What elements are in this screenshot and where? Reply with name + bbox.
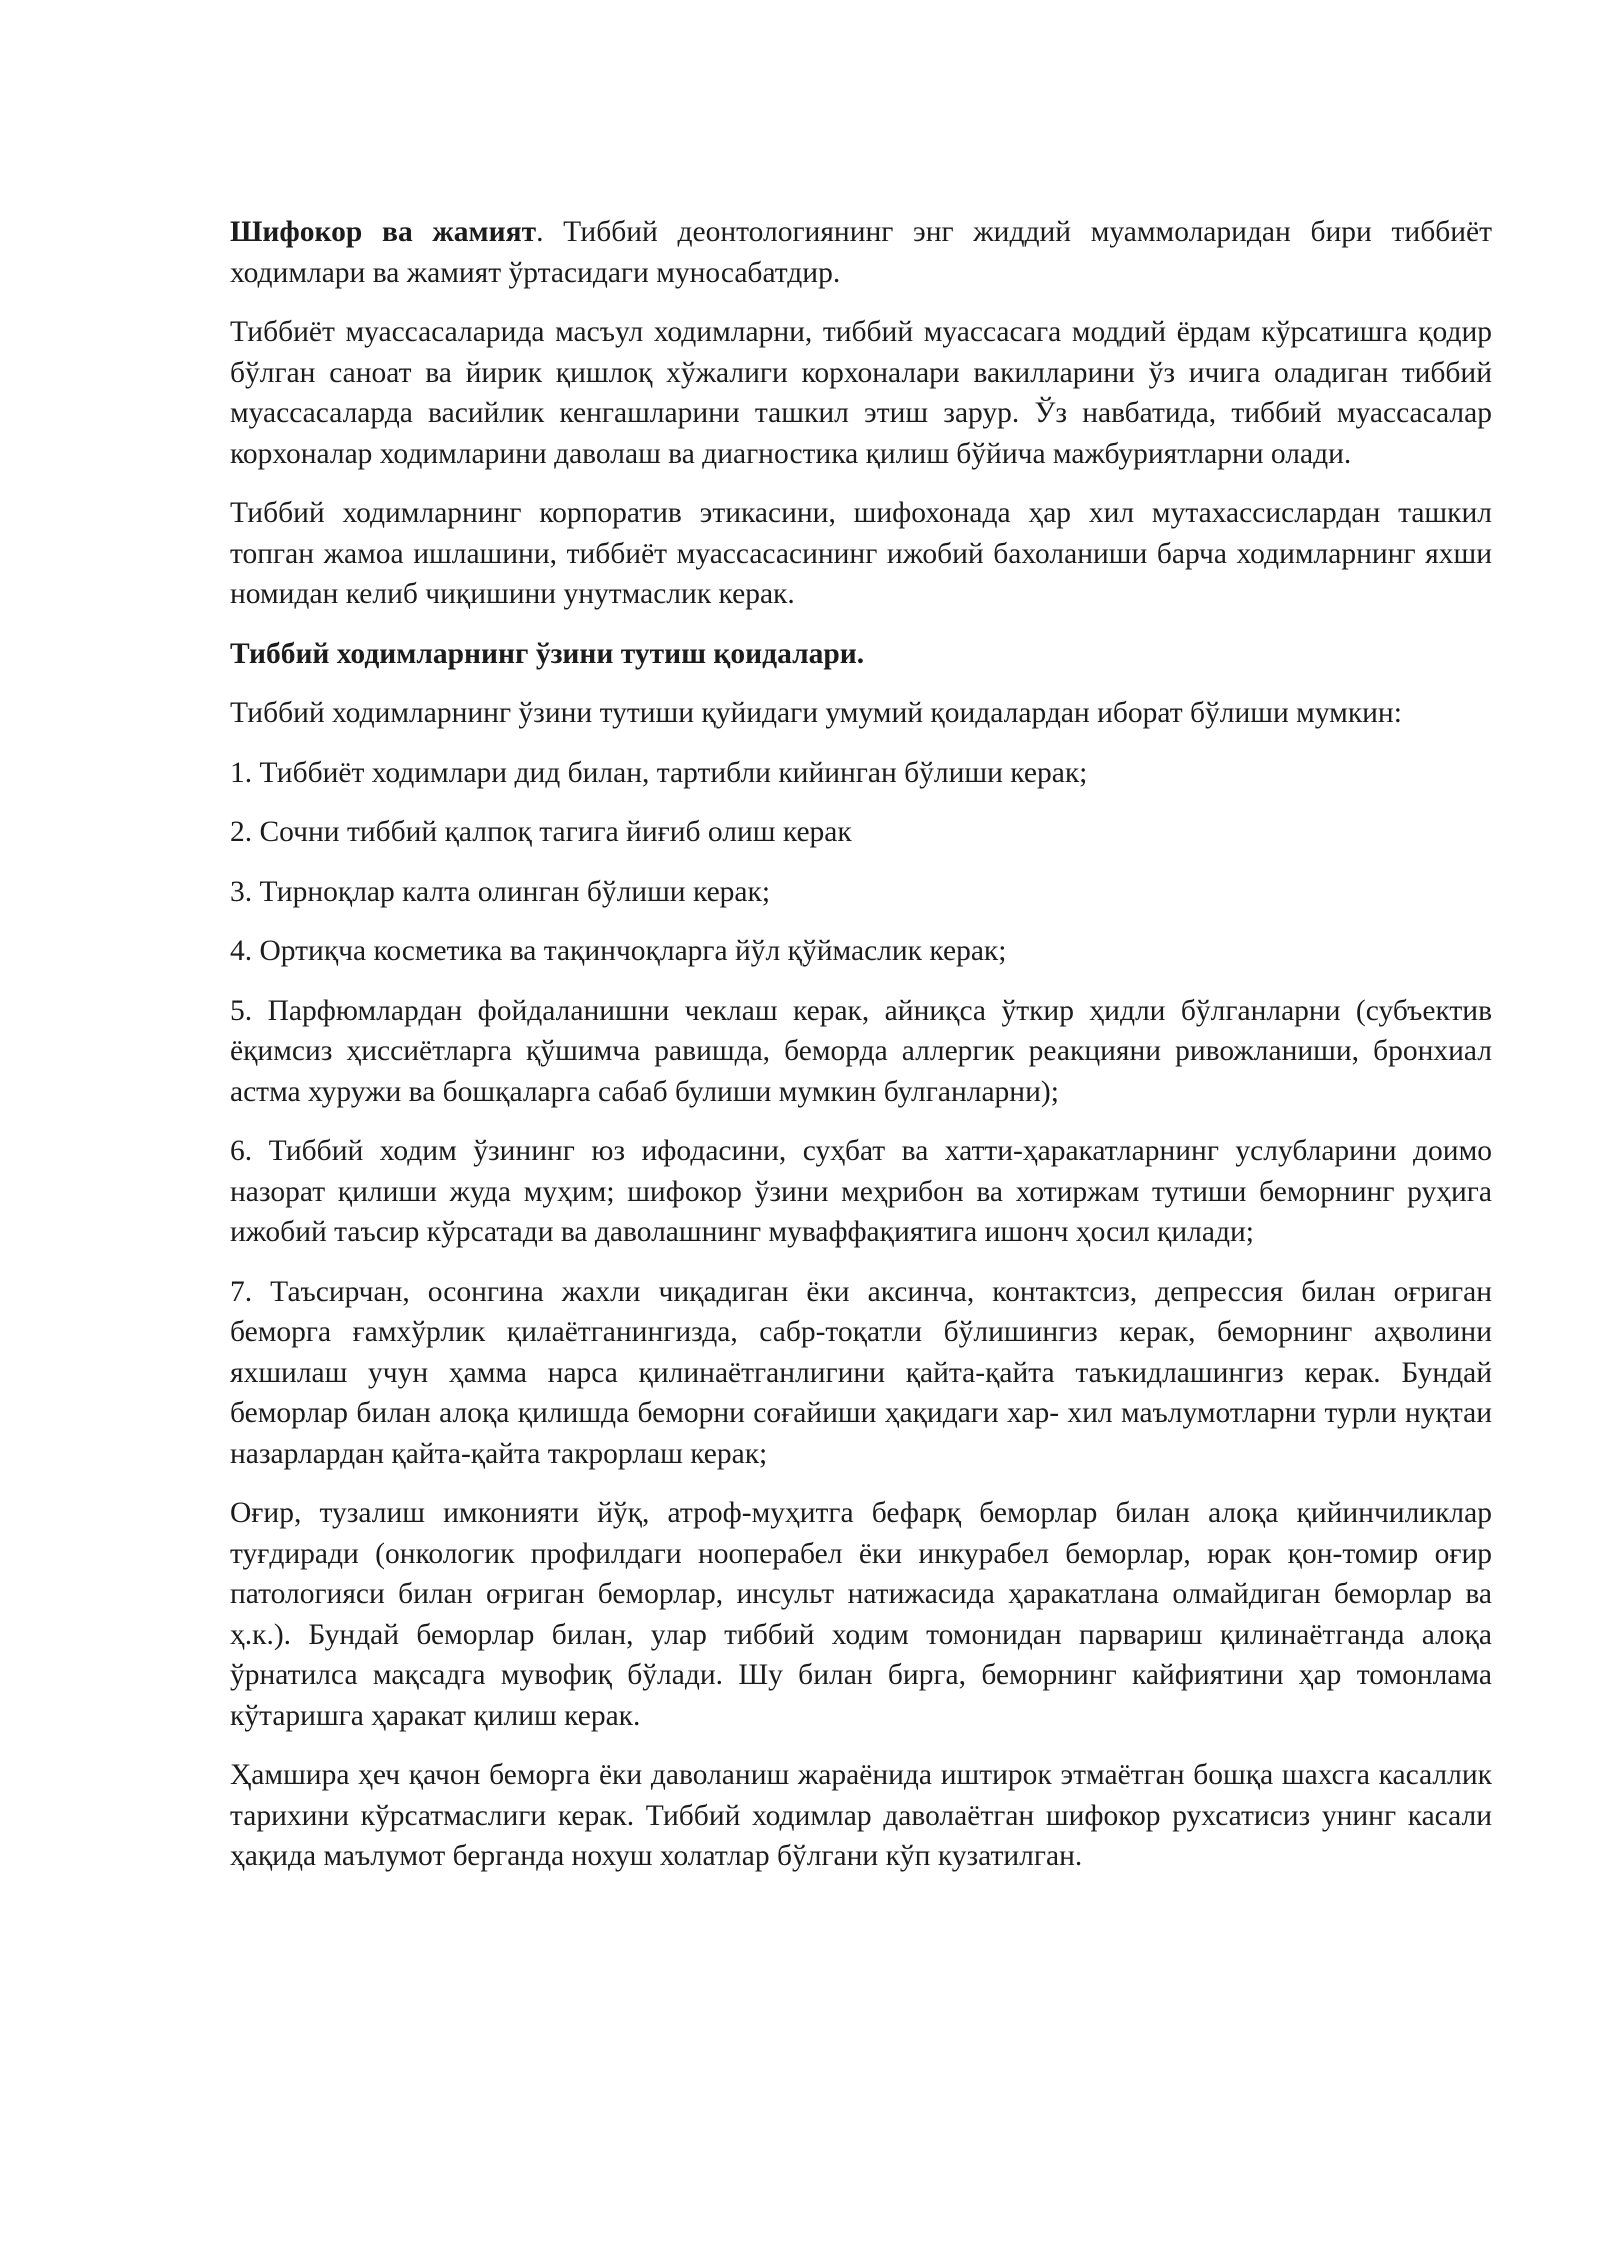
paragraph: Тиббий ходимларнинг корпоратив этикасини, шифохонада ҳар хил мутахассислардан ташкил топган жамоа ишлашини, тиббиёт муассасасининг ижобий бахоланиши барча ходимларнинг яхши номидан келиб чиқишини унутмаслик керак. [230,497,1492,610]
rule-item: 1. Тиббиёт ходимлари дид билан, тартибли кийинган бўлиши керак; [230,756,1088,789]
rules-intro: Тиббий ходимларнинг ўзини тутиши қуйидаги умумий қоидалардан иборат бўлиши мумкин: [230,697,1402,729]
intro-title: Шифокор ва жамият [230,216,537,248]
rule-item: 5. Парфюмлардан фойдаланишни чеклаш керак, айниқса ўткир ҳидли бўлганларни (субъектив ёқимсиз ҳиссиётларга қўшимча равишда, беморда аллергик реакцияни ривожланиши, бронхиал астма хуружи ва бошқаларга сабаб булиши мумкин булганларни); [230,994,1492,1108]
rule-item: 7. Таъсирчан, осонгина жахли чиқадиган ёки аксинча, контактсиз, депрессия билан оғриган беморга ғамхўрлик қилаётганингизда, сабр-тоқатли бўлишингиз керак, беморнинг аҳволини яхшилаш учун ҳамма нарса қилинаётганлигини қайта-қайта таъкидлашингиз керак. Бундай беморлар билан алоқа қилишда беморни соғайиши ҳақидаги хар- хил маълумотларни турли нуқтаи назарлардан қайта-қайта такрорлаш керак; [230,1275,1492,1470]
paragraph: Тиббиёт муассасаларида масъул ходимларни, тиббий муассасага моддий ёрдам кўрсатишга қодир бўлган саноат ва йирик қишлоқ хўжалиги корхоналари вакилларини ўз ичига оладиган тиббий муассасаларда васийлик кенгашларини ташкил этиш зарур. Ўз навбатида, тиббий муассасалар корхоналар ходимларини даволаш ва диагностика қилиш бўйича мажбуриятларни олади. [230,316,1492,470]
document-page [230,212,1492,1896]
closing-paragraph: Ҳамшира ҳеч қачон беморга ёки даволаниш жараёнида иштирок этмаётган бошқа шахсга касаллик тарихини кўрсатмаслиги керак. Тиббий ходимлар даволаётган шифокор рухсатисиз унинг касали ҳақида маълумот берганда нохуш холатлар бўлгани кўп кузатилган. [230,1759,1492,1872]
rule-item: 2. Сочни тиббий қалпоқ тагига йиғиб олиш керак [230,816,852,848]
rule-item: 6. Тиббий ходим ўзининг юз ифодасини, суҳбат ва хатти-ҳаракатларнинг услубларини доимо назорат қилиши жуда муҳим; шифокор ўзини меҳрибон ва хотиржам тутиши беморнинг руҳига ижобий таъсир кўрсатади ва даволашнинг муваффақиятига ишонч ҳосил қилади; [230,1135,1492,1248]
closing-paragraph: Оғир, тузалиш имконияти йўқ, атроф-муҳитга бефарқ беморлар билан алоқа қийинчиликлар туғдиради (онкологик профилдаги ноoперабел ёки инкурабел беморлар, юрак қон-томир оғир патологияси билан оғриган беморлар, инсульт натижасида ҳаракатлана олмайдиган беморлар ва ҳ.к.). Бундай беморлар билан, улар тиббий ходим томонидан парвариш қилинаётганда алоқа ўрнатилса мақсадга мувофиқ бўлади. Шу билан бирга, беморнинг кайфиятини ҳар томонлама кўтаришга ҳаракат қилиш керак. [230,1497,1492,1732]
section-heading: Тиббий ходимларнинг ўзини тутиш қоидалари. [230,637,865,670]
intro-paragraph [230,212,1492,293]
intro-text: . Тиббий деонтологиянинг энг жиддий муаммоларидан бири тиббиёт ходимлари ва жамият ўртасидаги муносабатдир. [230,216,1492,289]
rule-item: 4. Ортиқча косметика ва тақинчоқларга йўл қўймаслик керак; [230,935,1007,967]
rule-item: 3. Тирноқлар калта олинган бўлиши керак; [230,875,771,908]
